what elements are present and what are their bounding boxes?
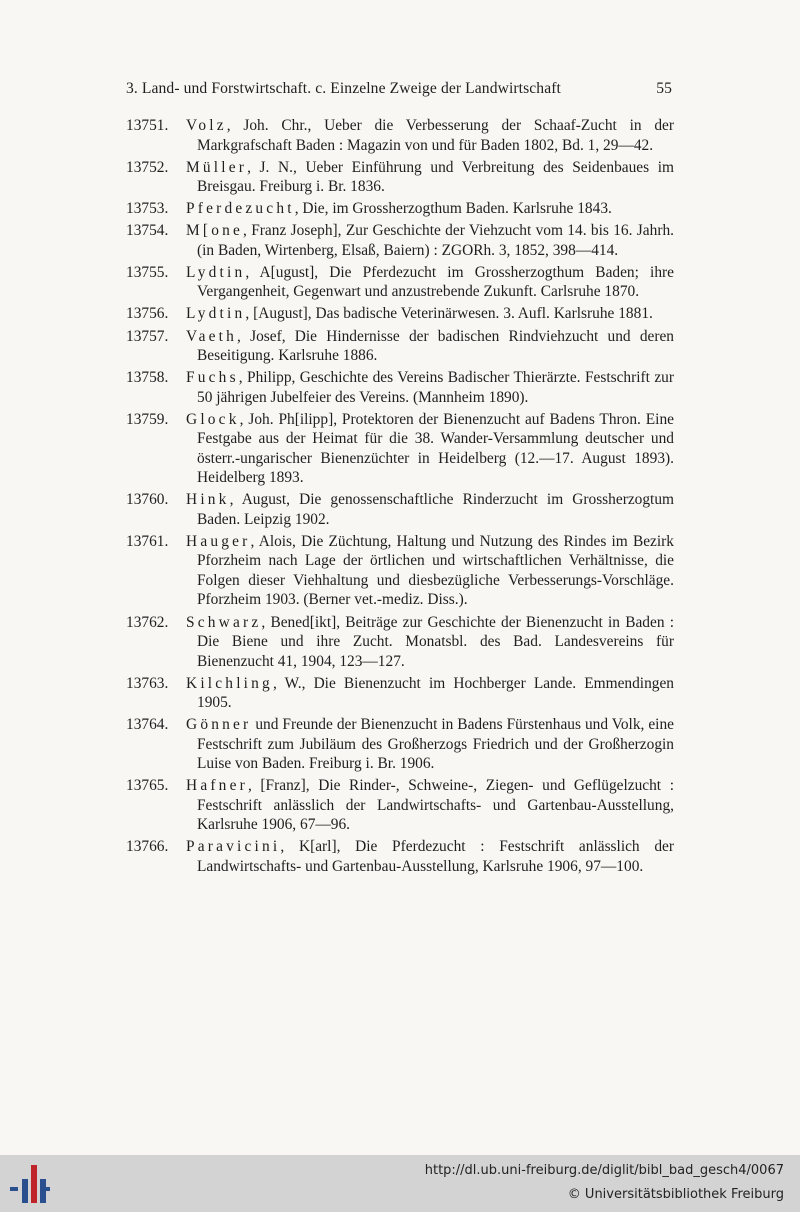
entry-text bbox=[186, 368, 674, 407]
entry-number: 13751. bbox=[126, 117, 169, 134]
entry-citation: , Joh. Chr., Ueber die Verbesserung der Schaaf-Zucht in der Markgrafschaft Baden : Magazin von und für Baden 1802, Bd. 1, 29—42. bbox=[197, 117, 674, 154]
entry-text bbox=[186, 199, 674, 219]
entry-text bbox=[186, 304, 674, 324]
entry-text bbox=[186, 410, 674, 488]
entry-citation: , Philipp, Geschichte des Vereins Badischer Thierärzte. Festschrift zur 50 jährigen Jubelfeier des Vereins. (Mannheim 1890). bbox=[197, 369, 674, 406]
entry-text bbox=[186, 613, 674, 672]
entry-text bbox=[186, 327, 674, 366]
entry-author: Hauger bbox=[186, 532, 251, 550]
entry-citation: , [Franz], Die Rinder-, Schweine-, Ziegen- und Geflügelzucht : Festschrift anlässlich der Landwirtschafts- und Gartenbau-Ausstellung, Karlsruhe 1906, 67—96. bbox=[197, 777, 674, 834]
entry-number: 13764. bbox=[126, 716, 169, 734]
bibliography-entry bbox=[126, 221, 674, 260]
entry-author: Fuchs bbox=[186, 369, 239, 387]
running-head bbox=[126, 80, 672, 98]
entry-author: Glock bbox=[186, 410, 240, 428]
entry-author: Pferdezucht bbox=[186, 200, 295, 218]
entry-citation: , [August], Das badische Veterinärwesen. 3. Aufl. Karlsruhe 1881. bbox=[245, 305, 653, 323]
entry-author: Müller bbox=[186, 158, 248, 176]
bibliography-entry bbox=[126, 776, 674, 835]
bibliography-entry bbox=[126, 368, 674, 407]
entry-citation: , J. N., Ueber Einführung und Verbreitung des Seidenbaues im Breisgau. Freiburg i. Br. 1836. bbox=[197, 158, 674, 196]
entry-number: 13758. bbox=[126, 369, 169, 387]
entry-citation: , K[arl], Die Pferdezucht : Festschrift anlässlich der Landwirtschafts- und Gartenbau-Ausstellung, Karlsruhe 1906, 97—100. bbox=[197, 838, 674, 875]
bibliography-entry bbox=[126, 263, 674, 302]
entry-text bbox=[186, 837, 674, 876]
entry-text bbox=[186, 158, 674, 197]
entry-author: Gönner bbox=[186, 716, 252, 734]
entry-number: 13756. bbox=[126, 305, 169, 323]
entry-text bbox=[186, 532, 674, 610]
entry-text bbox=[186, 490, 674, 529]
entry-citation: , Josef, Die Hindernisse der badischen Rindviehzucht und deren Beseitigung. Karlsruhe 1886. bbox=[197, 327, 674, 365]
entry-author: Hafner bbox=[186, 777, 248, 795]
entry-author: Schwarz bbox=[186, 613, 262, 631]
entry-number: 13761. bbox=[126, 532, 169, 550]
entry-number: 13757. bbox=[126, 327, 169, 345]
bibliography-entry bbox=[126, 327, 674, 366]
entry-number: 13754. bbox=[126, 222, 169, 240]
entry-number: 13763. bbox=[126, 674, 169, 692]
entry-text bbox=[186, 263, 674, 302]
bibliography-entry bbox=[126, 674, 674, 713]
entry-author: Lydtin bbox=[186, 305, 246, 323]
entry-number: 13766. bbox=[126, 838, 169, 856]
bibliography-entry bbox=[126, 613, 674, 672]
entry-citation: , Alois, Die Züchtung, Haltung und Nutzung des Rindes im Bezirk Pforzheim nach Lage der örtlichen und wirtschaftlichen Verhältnisse, die Folgen dieser Viehhaltung und diesbezügliche Verbesserungs-Vorschläge. Pforzheim 1903. (Berner vet.-mediz. Diss.). bbox=[197, 532, 674, 609]
entry-number: 13752. bbox=[126, 158, 169, 176]
entry-citation: , August, Die genossenschaftliche Rinderzucht im Grossherzogtum Baden. Leipzig 1902. bbox=[197, 491, 674, 528]
entry-author: Paravicini bbox=[186, 838, 281, 856]
entry-number: 13753. bbox=[126, 200, 169, 218]
entry-citation: , Franz Joseph], Zur Geschichte der Viehzucht vom 14. bis 16. Jahrh. (in Baden, Wirtenberg, Elsaß, Baiern) : ZGORh. 3, 1852, 398—414. bbox=[197, 222, 674, 259]
entry-text bbox=[186, 221, 674, 260]
entry-author: Lydtin bbox=[186, 263, 246, 281]
entry-number: 13760. bbox=[126, 491, 169, 509]
entry-number: 13762. bbox=[126, 613, 169, 631]
running-title: 3. Land- und Forstwirtschaft. c. Einzelne Zweige der Landwirtschaft bbox=[126, 80, 561, 97]
entry-citation: und Freunde der Bienenzucht in Badens Fürstenhaus und Volk, eine Festschrift zum Jubiläum des Großherzogs Friedrich und der Großherzogin Luise von Baden. Freiburg i. Br. 1906. bbox=[197, 716, 674, 773]
entry-text bbox=[186, 674, 674, 713]
bibliography-entry bbox=[126, 116, 674, 155]
viewer-footer bbox=[0, 1155, 800, 1212]
copyright-notice: © Universitätsbibliothek Freiburg bbox=[567, 1187, 784, 1202]
entry-citation: , W., Die Bienenzucht im Hochberger Lande. Emmendingen 1905. bbox=[197, 674, 674, 712]
entry-text bbox=[186, 776, 674, 835]
entry-text bbox=[186, 116, 674, 155]
bibliography-list bbox=[126, 116, 674, 879]
bibliography-entry bbox=[126, 158, 674, 197]
entry-text bbox=[186, 715, 674, 774]
entry-author: Vaeth bbox=[186, 327, 238, 345]
bibliography-entry bbox=[126, 490, 674, 529]
entry-author: M[one bbox=[186, 222, 244, 240]
bibliography-entry bbox=[126, 532, 674, 610]
entry-citation: , Die, im Grossherzogthum Baden. Karlsruhe 1843. bbox=[294, 200, 612, 218]
entry-number: 13755. bbox=[126, 263, 169, 281]
page-url[interactable]: http://dl.ub.uni-freiburg.de/diglit/bibl_bad_gesch4/0067 bbox=[424, 1163, 784, 1178]
page-number: 55 bbox=[656, 80, 672, 97]
library-logo-icon bbox=[10, 1163, 50, 1205]
entry-citation: , Joh. Ph[ilipp], Protektoren der Bienenzucht auf Badens Thron. Eine Festgabe aus der Heimat für die 38. Wander-Versammlung deutscher und österr.-ungarischer Bienenzüchter in Heidelberg (12.—17. August 1893). Heidelberg 1893. bbox=[197, 410, 674, 487]
entry-number: 13759. bbox=[126, 410, 169, 428]
entry-author: Kilchling bbox=[186, 674, 273, 692]
entry-author: Hink bbox=[186, 491, 230, 509]
bibliography-entry bbox=[126, 199, 674, 219]
entry-citation: , A[ugust], Die Pferdezucht im Grossherzogthum Baden; ihre Vergangenheit, Gegenwart und anzustrebende Zukunft. Carlsruhe 1870. bbox=[197, 263, 674, 301]
bibliography-entry bbox=[126, 410, 674, 488]
entry-citation: , Bened[ikt], Beiträge zur Geschichte der Bienenzucht in Baden : Die Biene und ihre Zucht. Monatsbl. des Bad. Landesvereins für Bienenzucht 41, 1904, 123—127. bbox=[197, 613, 674, 670]
entry-author: Volz bbox=[186, 117, 227, 134]
bibliography-entry bbox=[126, 715, 674, 774]
bibliography-entry bbox=[126, 304, 674, 324]
entry-number: 13765. bbox=[126, 777, 169, 795]
bibliography-entry bbox=[126, 837, 674, 876]
